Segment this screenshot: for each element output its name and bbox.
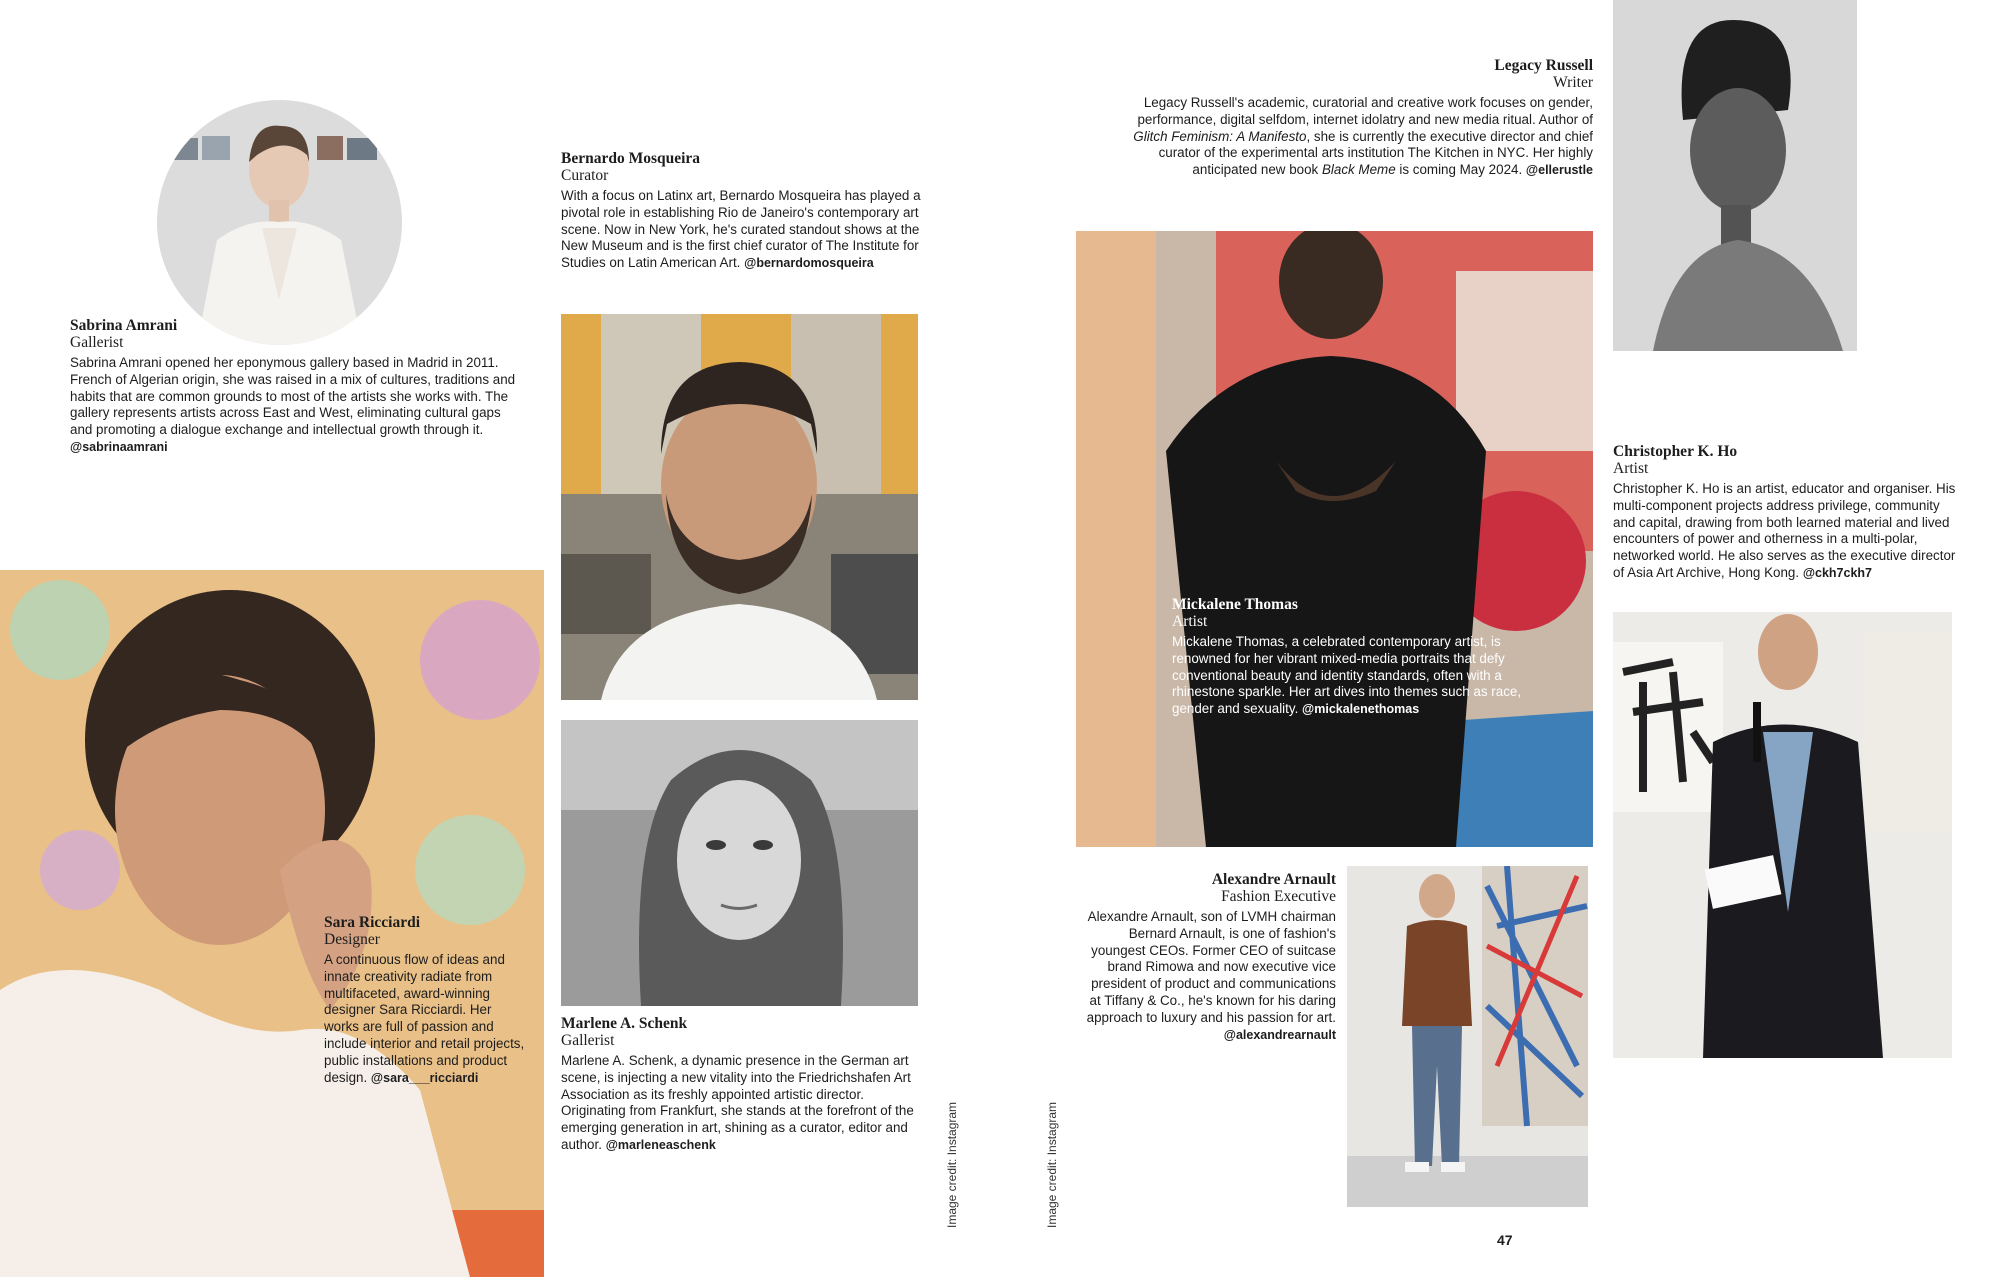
- legacy-russell-bio-c: is coming May 2024.: [1399, 162, 1523, 178]
- legacy-russell-entry: [1100, 57, 1593, 179]
- legacy-russell-handle[interactable]: @ellerustle: [1525, 163, 1593, 178]
- marlene-schenk-photo: [561, 720, 918, 1006]
- marlene-schenk-handle[interactable]: @marleneaschenk: [605, 1137, 716, 1152]
- alexandre-arnault-photo: [1347, 866, 1588, 1207]
- mickalene-thomas-bio-text: Mickalene Thomas, a celebrated contemporary artist, is renowned for her vibrant mixed-media portraits that defy conventional beauty and identity standards, often with a rhinestone sparkle. Her art dives into themes such as race, gender and sexuality.: [1172, 634, 1522, 717]
- mickalene-thomas-bio: [1172, 634, 1557, 718]
- bernardo-mosqueira-bio: [561, 188, 926, 272]
- marlene-schenk-name: Marlene A. Schenk: [561, 1015, 688, 1032]
- mickalene-thomas-entry: [1172, 596, 1557, 718]
- sabrina-amrani-photo: [157, 100, 402, 345]
- image-credit-right: Image credit: Instagram: [1045, 1101, 1059, 1228]
- legacy-russell-bio-b: , she is currently the executive director and chief curator of the experimental arts institution The Kitchen in NYC. Her highly anticipated new book: [1158, 128, 1593, 178]
- bernardo-mosqueira-handle[interactable]: @bernardomosqueira: [744, 256, 874, 271]
- sara-ricciardi-entry: [324, 914, 529, 1086]
- bernardo-mosqueira-name: Bernardo Mosqueira: [561, 150, 701, 167]
- sara-ricciardi-role: Designer: [324, 931, 380, 948]
- image-credit-left: Image credit: Instagram: [945, 1101, 959, 1228]
- sara-ricciardi-handle[interactable]: @sara___ricciardi: [370, 1070, 479, 1085]
- marlene-schenk-entry: [561, 1015, 926, 1154]
- page-number: 47: [1497, 1232, 1513, 1248]
- legacy-russell-name: Legacy Russell: [1494, 57, 1593, 74]
- legacy-russell-book-2: Black Meme: [1321, 162, 1396, 178]
- bernardo-mosqueira-entry: [561, 150, 926, 272]
- christopher-ho-name: Christopher K. Ho: [1613, 443, 1738, 460]
- mickalene-thomas-role: Artist: [1172, 613, 1208, 630]
- christopher-ho-role: Artist: [1613, 460, 1649, 477]
- sabrina-amrani-handle[interactable]: @sabrinaamrani: [70, 439, 168, 454]
- legacy-russell-book-1: Glitch Feminism: A Manifesto: [1133, 128, 1307, 144]
- christopher-ho-bio-text: Christopher K. Ho is an artist, educator and organiser. His multi-component projects address privilege, community and capital, drawing from both learned material and lived encounters of power and otherness in a multi-polar, networked world. He also serves as the executive director of Asia Art Archive, Hong Kong.: [1613, 481, 1956, 580]
- sara-ricciardi-bio: [324, 952, 529, 1086]
- christopher-ho-handle[interactable]: @ckh7ckh7: [1802, 565, 1872, 580]
- bernardo-mosqueira-photo: [561, 314, 918, 700]
- sabrina-amrani-entry: [70, 317, 525, 456]
- marlene-schenk-role: Gallerist: [561, 1032, 615, 1049]
- sabrina-amrani-role: Gallerist: [70, 334, 124, 351]
- alexandre-arnault-bio: [1080, 909, 1336, 1043]
- marlene-schenk-bio: [561, 1053, 926, 1154]
- alexandre-arnault-role: Fashion Executive: [1221, 888, 1336, 905]
- christopher-ho-photo: [1613, 612, 1952, 1058]
- christopher-ho-bio: [1613, 481, 1960, 582]
- legacy-russell-bio: [1100, 95, 1593, 179]
- mickalene-thomas-handle[interactable]: @mickalenethomas: [1302, 702, 1420, 717]
- sabrina-amrani-bio-text: Sabrina Amrani opened her eponymous gallery based in Madrid in 2011. French of Algerian origin, she was raised in a mix of cultures, traditions and habits that are common grounds to most of the artists she works with. The gallery represents artists across East and West, eliminating cultural gaps and promoting a dialogue exchange and intellectual growth through it.: [70, 355, 516, 438]
- sabrina-amrani-bio: [70, 355, 525, 456]
- sabrina-amrani-name: Sabrina Amrani: [70, 317, 178, 334]
- mickalene-thomas-photo: [1076, 231, 1593, 847]
- alexandre-arnault-handle[interactable]: @alexandrearnault: [1223, 1027, 1336, 1042]
- legacy-russell-bio-a: Legacy Russell's academic, curatorial and creative work focuses on gender, performance, digital selfdom, internet idolatry and new media ritual. Author of: [1137, 95, 1593, 127]
- sara-ricciardi-bio-text: A continuous flow of ideas and innate creativity radiate from multifaceted, award-winning designer Sara Ricciardi. Her works are full of passion and include interior and retail projects, public installations and product design.: [324, 952, 525, 1085]
- alexandre-arnault-name: Alexandre Arnault: [1211, 871, 1336, 888]
- alexandre-arnault-entry: [1080, 871, 1336, 1043]
- mickalene-thomas-name: Mickalene Thomas: [1172, 596, 1298, 613]
- alexandre-arnault-bio-text: Alexandre Arnault, son of LVMH chairman Bernard Arnault, is one of fashion's youngest CEOs. Former CEO of suitcase brand Rimowa and now executive vice president of product and communications at Tiffany & Co., he's known for his daring approach to luxury and his passion for art.: [1086, 909, 1336, 1025]
- sara-ricciardi-name: Sara Ricciardi: [324, 914, 420, 931]
- legacy-russell-photo: [1613, 0, 1857, 351]
- bernardo-mosqueira-bio-text: With a focus on Latinx art, Bernardo Mosqueira has played a pivotal role in establishing Rio de Janeiro's contemporary art scene. Now in New York, he's curated standout shows at the New Museum and is the first chief curator of The Institute for Studies on Latin American Art.: [561, 188, 921, 271]
- christopher-ho-entry: [1613, 443, 1960, 582]
- bernardo-mosqueira-role: Curator: [561, 167, 609, 184]
- legacy-russell-role: Writer: [1553, 74, 1593, 91]
- marlene-schenk-bio-text: Marlene A. Schenk, a dynamic presence in the German art scene, is injecting a new vitality into the Friedrichshafen Art Association as its freshly appointed artistic director. Originating from Frankfurt, she stands at the forefront of the emerging generation in art, shining as a curator, editor and author.: [561, 1053, 914, 1152]
